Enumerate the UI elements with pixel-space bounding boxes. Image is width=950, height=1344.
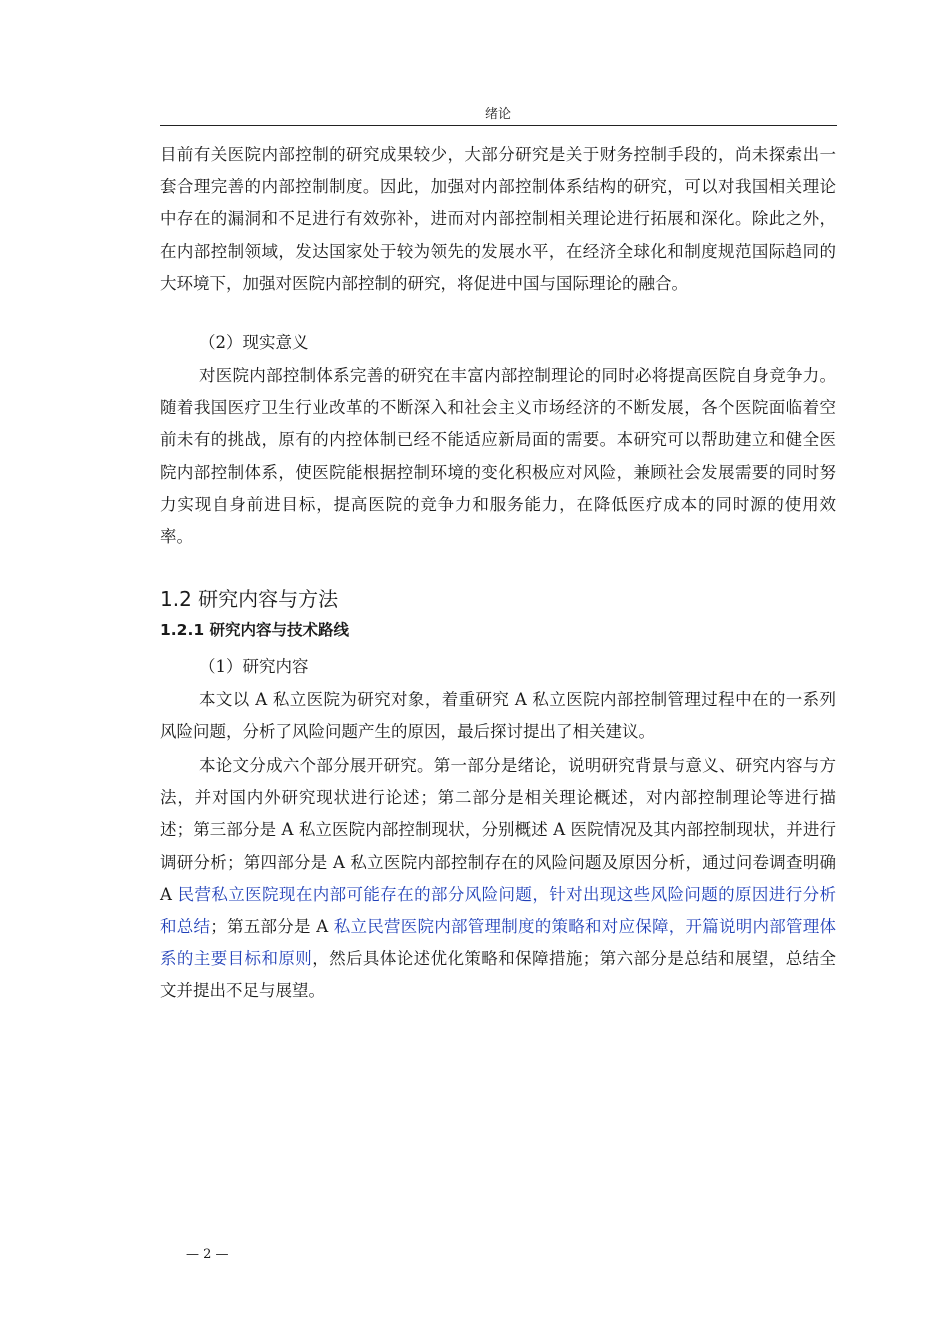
structure-text-part-3: ，然后具体论述优化策略和保障措施；第六部分是总结和展望，总结全文并提出不足与展望。 <box>160 949 837 1001</box>
page-number: — 2 — <box>186 1247 229 1262</box>
subheading-practical-significance: （2）现实意义 <box>199 333 309 352</box>
structure-text-highlight-2: 私立民营医院内部管理制度的策略和对应保障，开篇说明内部管理体系的主要目标和原则 <box>160 917 837 969</box>
section-heading-1-2: 1.2 研究内容与方法 <box>160 587 339 611</box>
running-header-title: 绪论 <box>484 107 511 122</box>
paragraph-thesis-structure <box>160 750 836 1008</box>
paragraph-practical-significance: 对医院内部控制体系完善的研究在丰富内部控制理论的同时必将提高医院自身竞争力。随着我国医疗卫生行业改革的不断深入和社会主义市场经济的不断发展，各个医院面临着空前未有的挑战，原有的内控体制已经不能适应新局面的需要。本研究可以帮助建立和健全医院内部控制体系，使医院能根据控制环境的变化积极应对风险，兼顾社会发展需要的同时努力实现自身前进目标，提高医院的竞争力和服务能力，在降低医疗成本的同时源的使用效率。 <box>160 366 836 547</box>
paragraph-theoretical-significance: 目前有关医院内部控制的研究成果较少，大部分研究是关于财务控制手段的，尚未探索出一套合理完善的内部控制制度。因此，加强对内部控制体系结构的研究，可以对我国相关理论中存在的漏洞和不足进行有效弥补，进而对内部控制相关理论进行拓展和深化。除此之外，在内部控制领域，发达国家处于较为领先的发展水平，在经济全球化和制度规范国际趋同的大环境下，加强对医院内部控制的研究，将促进中国与国际理论的融合。 <box>160 145 836 293</box>
structure-text-highlight-1: 民营私立医院现在内部可能存在的部分风险问题，针对出现这些风险问题的原因进行分析和总结 <box>160 884 836 937</box>
header-rule <box>160 125 837 126</box>
structure-text-part-2: ；第五部分是 A <box>210 917 334 937</box>
subheading-research-content: （1）研究内容 <box>199 657 309 676</box>
structure-text-part-1: 本论文分成六个部分展开研究。第一部分是绪论，说明研究背景与意义、研究内容与方法，并对国内外研究现状进行论述；第二部分是相关理论概述，对内部控制理论等进行描述；第三部分是 A 私立医院内部控制现状，分别概述 A 医院情况及其内部控制现状，并进行调研分析；第四部分是 A 私立医院内部控制存在的风险问题及原因分析，通过问卷调查明确 A <box>160 756 836 904</box>
subsection-heading-1-2-1: 1.2.1 研究内容与技术路线 <box>160 621 350 639</box>
paragraph-research-object: 本文以 A 私立医院为研究对象，着重研究 A 私立医院内部控制管理过程中在的一系列风险问题，分析了风险问题产生的原因，最后探讨提出了相关建议。 <box>160 690 836 742</box>
